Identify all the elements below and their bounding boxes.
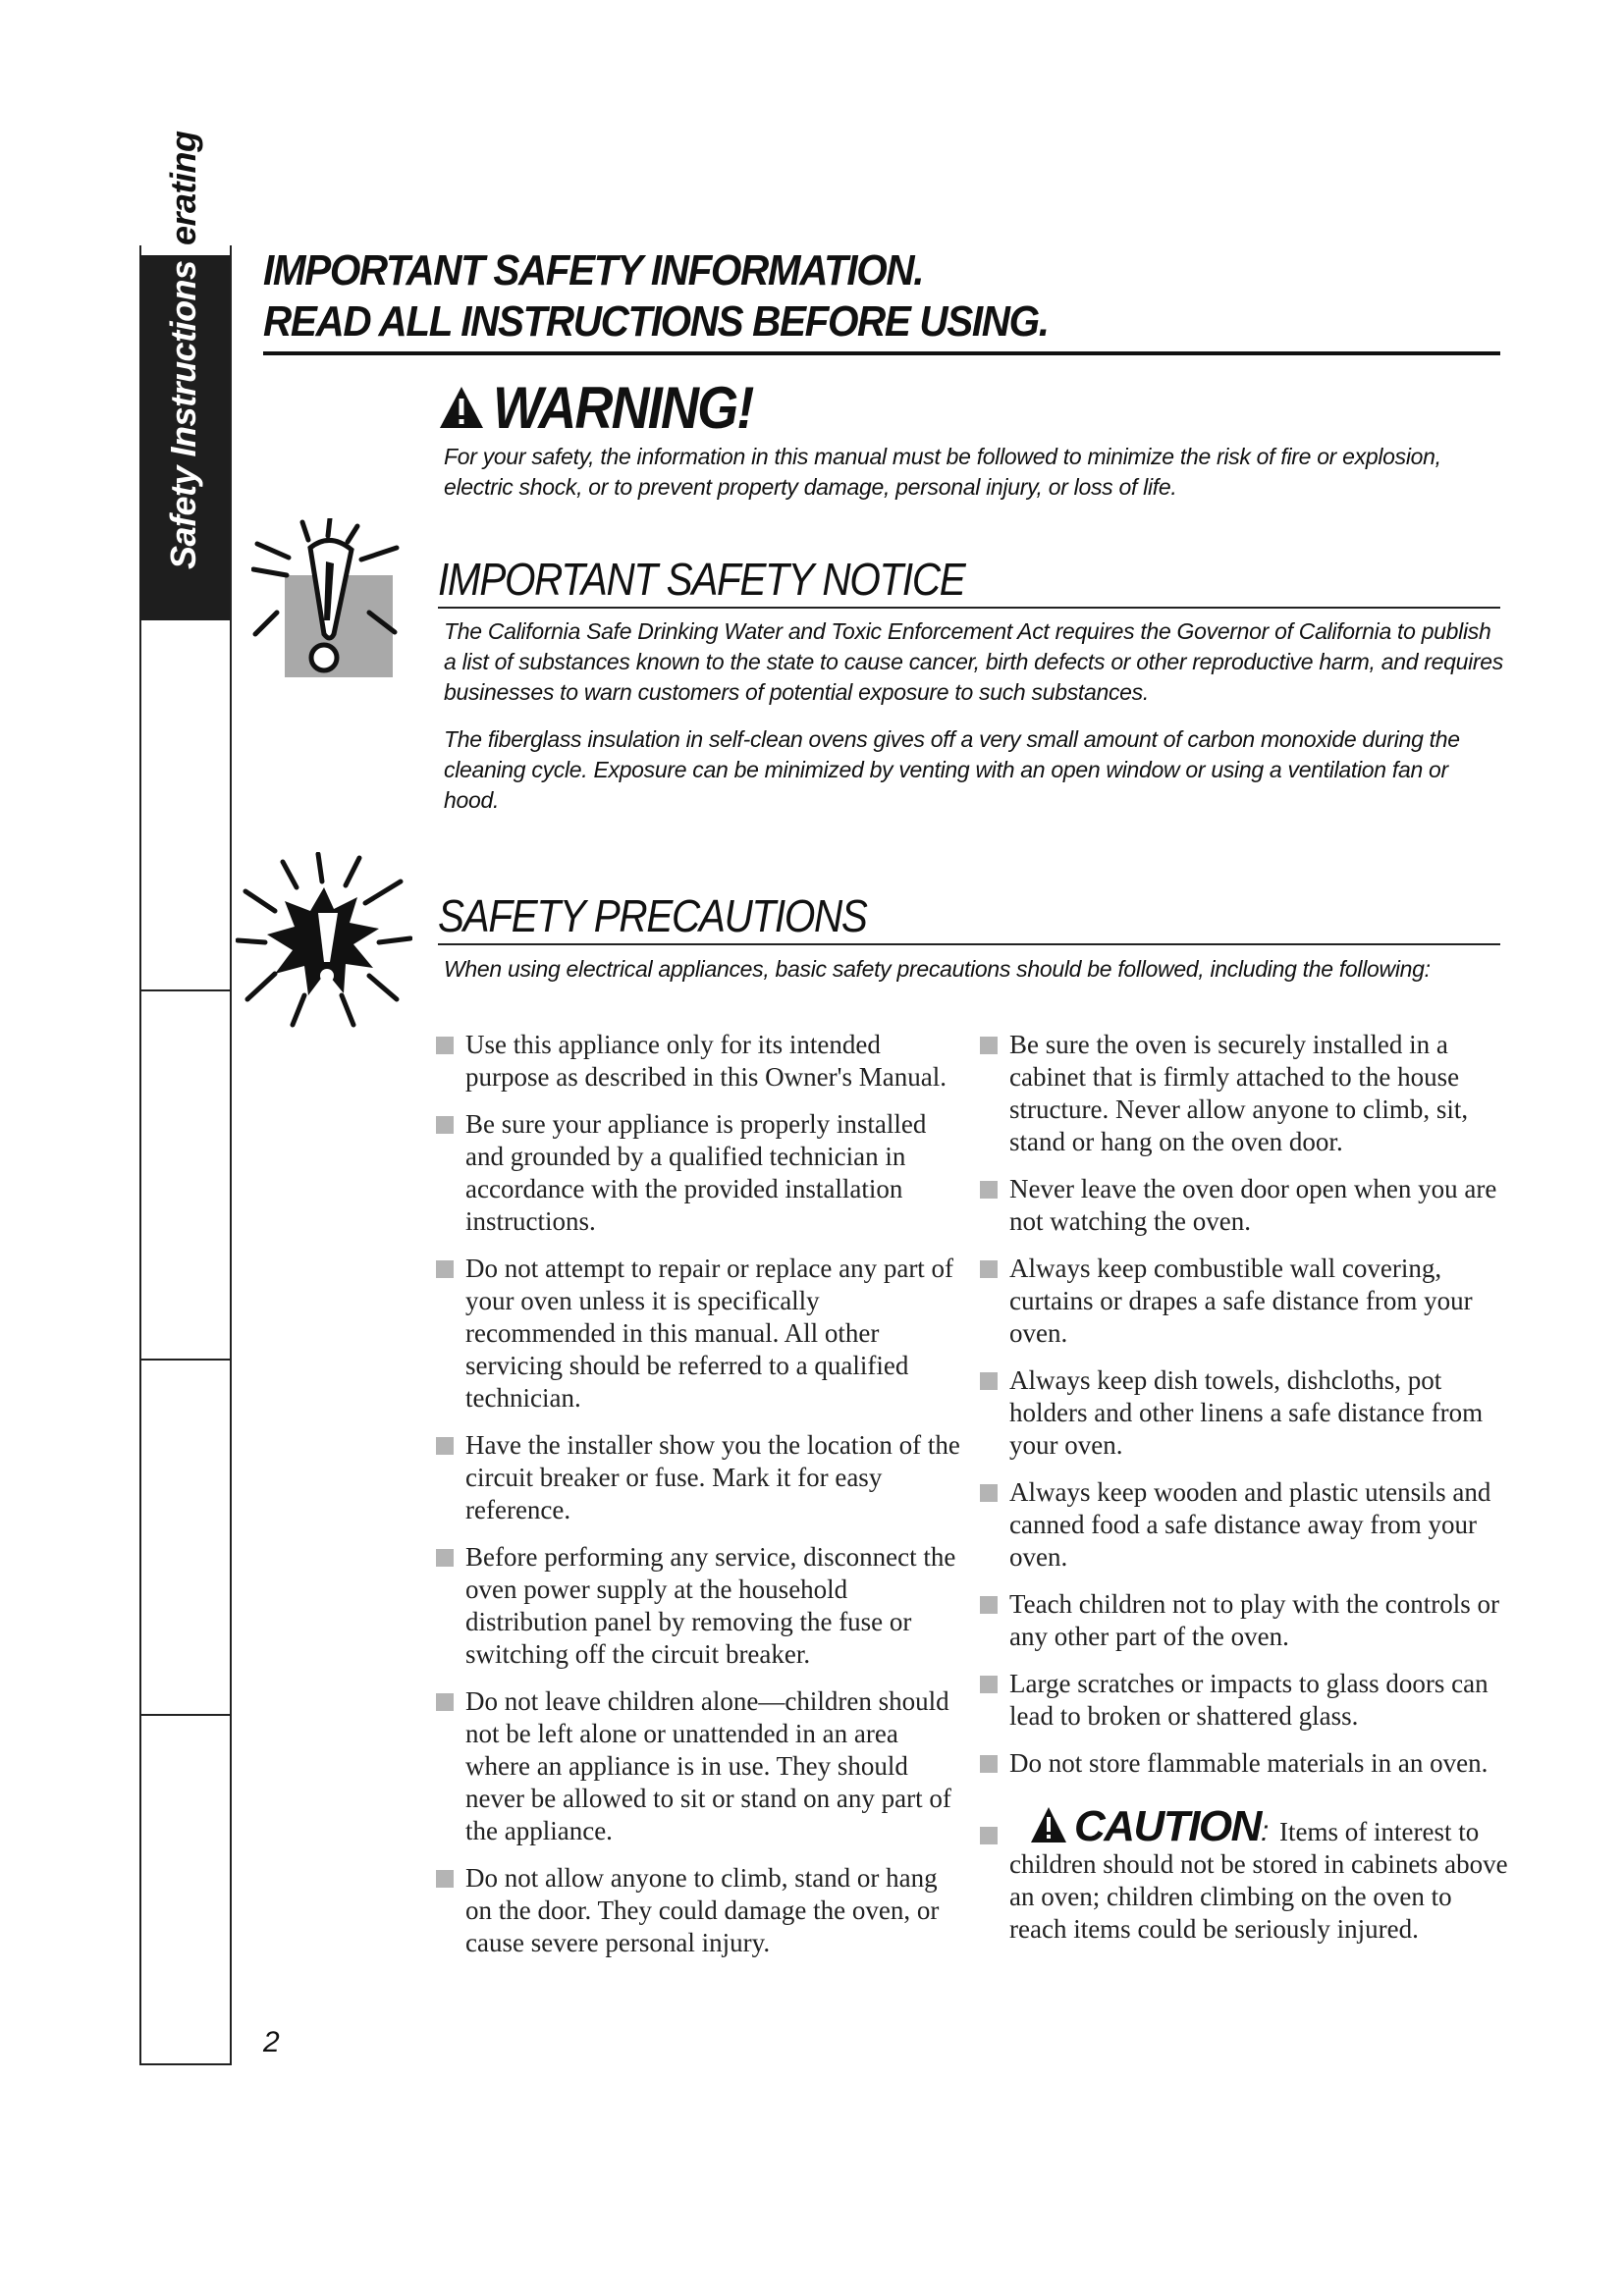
list-item-text: Large scratches or impacts to glass doors can lead to broken or shattered glass.: [1009, 1669, 1489, 1731]
list-item-text: Always keep dish towels, dishcloths, pot holders and other linens a safe distance from your oven.: [1009, 1365, 1484, 1460]
list-item: [980, 1668, 1510, 1733]
list-item: [436, 1029, 966, 1094]
bullet-square-icon: [980, 1676, 998, 1693]
bullet-square-icon: [980, 1260, 998, 1278]
caution-text: Items of interest to children should not be stored in cabinets above an oven; children climbing on the oven to reach items could be seriously injured.: [1009, 1817, 1508, 1944]
page-heading-line1: IMPORTANT SAFETY INFORMATION.: [263, 246, 924, 294]
precautions-title: [438, 888, 925, 943]
page-heading: [263, 245, 1500, 347]
list-item: [436, 1108, 966, 1238]
list-item: [436, 1685, 966, 1847]
notice-title-text: IMPORTANT SAFETY NOTICE: [438, 554, 965, 605]
bullet-square-icon: [980, 1827, 998, 1844]
tab-divider: [139, 1714, 230, 1716]
precautions-title-text: SAFETY PRECAUTIONS: [438, 890, 867, 941]
warning-title: WARNING!: [493, 374, 753, 441]
list-item: [980, 1747, 1510, 1780]
caution-heading: [1009, 1801, 1272, 1850]
notice-rule: [438, 607, 1500, 609]
list-item-text: Be sure your appliance is properly installed and grounded by a qualified technician in accordance with the provided installation instructions.: [465, 1109, 927, 1236]
notice-paragraph: The fiberglass insulation in self-clean ovens gives off a very small amount of carbon monoxide during the cleaning cycle. Exposure can be minimized by venting with an open window or using a ventilation fan or hood.: [444, 726, 1460, 813]
caution-triangle-icon: [1029, 1805, 1068, 1844]
precautions-intro: When using electrical appliances, basic safety precautions should be followed, including the following:: [444, 956, 1431, 982]
list-item: [436, 1429, 966, 1526]
tab-label-operating: [161, 88, 206, 245]
list-item-text: Do not attempt to repair or replace any part of your oven unless it is specifically recommended in this manual. All other servicing should be referred to a qualified technician.: [465, 1254, 954, 1413]
precautions-right-column: [980, 1029, 1510, 1946]
tab-label-operating-text: erating: [163, 131, 203, 245]
list-item-text: Teach children not to play with the controls or any other part of the oven.: [1009, 1589, 1499, 1651]
bullet-square-icon: [436, 1693, 454, 1711]
list-item: [436, 1541, 966, 1671]
bullet-square-icon: [980, 1372, 998, 1390]
tab-label-safety-instructions: Safety Instructions: [163, 260, 203, 569]
tab-divider: [139, 989, 230, 991]
caution-colon: :: [1260, 1815, 1270, 1847]
list-item-text: Do not store flammable materials in an oven.: [1009, 1748, 1489, 1778]
precautions-rule: [438, 943, 1500, 945]
page-heading-line2: READ ALL INSTRUCTIONS BEFORE USING.: [263, 297, 1049, 346]
list-item-text: Before performing any service, disconnect the oven power supply at the household distribution panel by removing the fuse or switching off the circuit breaker.: [465, 1542, 956, 1669]
list-item-text: Have the installer show you the location of the circuit breaker or fuse. Mark it for easy reference.: [465, 1430, 960, 1524]
list-item: [980, 1029, 1510, 1158]
warning-heading: [438, 373, 782, 442]
bullet-square-icon: [980, 1755, 998, 1773]
list-item-text: Use this appliance only for its intended purpose as described in this Owner's Manual.: [465, 1030, 947, 1092]
notice-paragraph: The California Safe Drinking Water and Toxic Enforcement Act requires the Governor of California to publish a list of substances known to the state to cause cancer, birth defects or other reproductive harm, and requires businesses to warn customers of potential exposure to such substances.: [444, 618, 1503, 705]
page-number: 2: [263, 2026, 280, 2058]
warning-text: For your safety, the information in this manual must be followed to minimize the risk of fire or explosion, electric shock, or to prevent property damage, personal injury, or loss of life.: [444, 444, 1441, 500]
list-item: [980, 1173, 1510, 1238]
list-item: [980, 1476, 1510, 1574]
bullet-square-icon: [436, 1549, 454, 1567]
list-item-text: Never leave the oven door open when you are not watching the oven.: [1009, 1174, 1497, 1236]
heading-rule: [263, 351, 1500, 355]
list-item-text: Always keep wooden and plastic utensils and canned food a safe distance away from your oven.: [1009, 1477, 1491, 1572]
list-item-text: Do not allow anyone to climb, stand or hang on the door. They could damage the oven, or cause severe personal injury.: [465, 1863, 940, 1957]
explosion-burst-icon: [236, 852, 412, 1029]
list-item: [436, 1862, 966, 1959]
bullet-square-icon: [436, 1437, 454, 1455]
precautions-left-column: [436, 1029, 966, 1974]
bullet-square-icon: [436, 1037, 454, 1054]
warning-triangle-icon: [438, 384, 485, 431]
bullet-square-icon: [980, 1484, 998, 1502]
caution-label: CAUTION: [1074, 1802, 1261, 1850]
list-item: [980, 1253, 1510, 1350]
list-item-text: Do not leave children alone—children should not be left alone or unattended in an area where an appliance is in use. They should never be allowed to sit or stand on any part of the appliance.: [465, 1686, 951, 1845]
bullet-square-icon: [436, 1116, 454, 1134]
exclamation-alert-icon: [251, 518, 401, 683]
bullet-square-icon: [436, 1260, 454, 1278]
list-item: [436, 1253, 966, 1415]
list-item: [980, 1364, 1510, 1462]
bullet-square-icon: [436, 1870, 454, 1888]
list-item: [980, 1588, 1510, 1653]
notice-title: [438, 552, 1037, 607]
bullet-square-icon: [980, 1596, 998, 1614]
bullet-square-icon: [980, 1181, 998, 1199]
caution-item: [980, 1801, 1510, 1946]
bullet-square-icon: [980, 1037, 998, 1054]
list-item-text: Always keep combustible wall covering, curtains or drapes a safe distance from your oven.: [1009, 1254, 1473, 1348]
tab-divider: [139, 1359, 230, 1361]
list-item-text: Be sure the oven is securely installed in a cabinet that is firmly attached to the house structure. Never allow anyone to climb, sit, stand or hang on the oven door.: [1009, 1030, 1469, 1156]
